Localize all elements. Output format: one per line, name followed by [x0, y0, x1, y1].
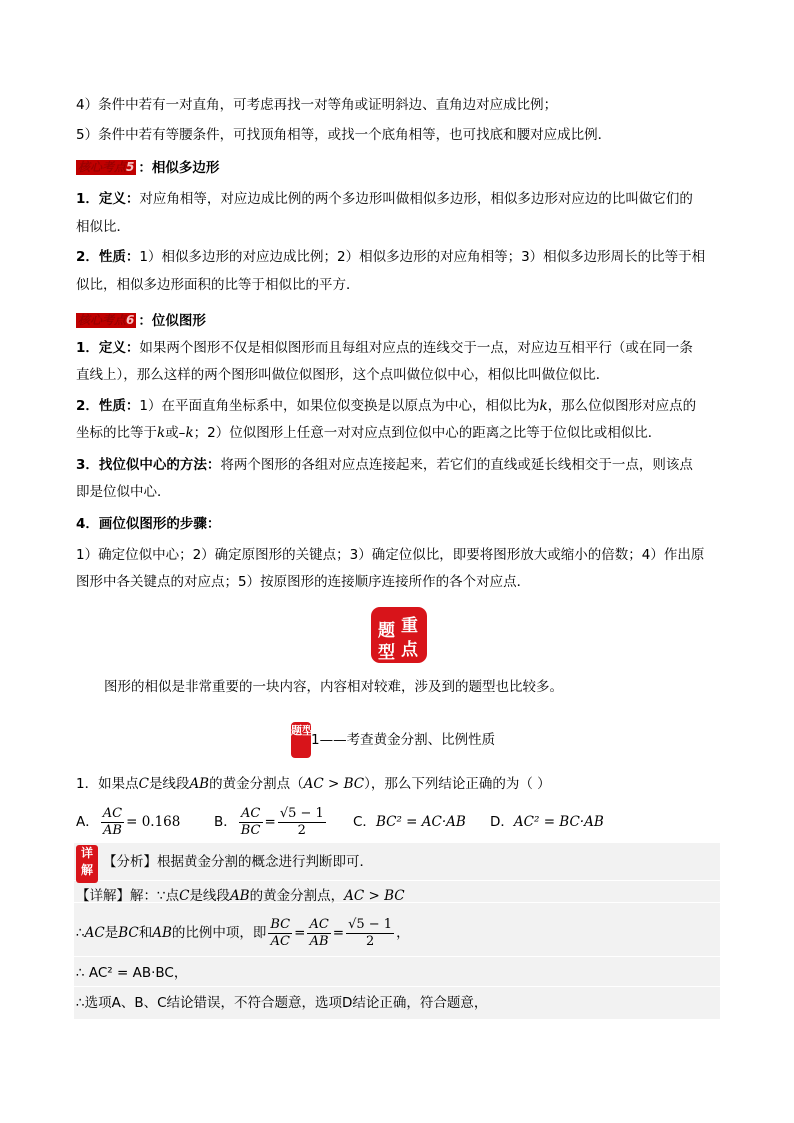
question-stem: 1．如果点C是线段AB的黄金分割点（AC > BC），那么下列结论正确的为（ ）: [76, 776, 551, 792]
type1-heading: 题型1——考查黄金分割、比例性质: [291, 722, 495, 758]
kp5-def-line2: 相似比．: [76, 219, 130, 235]
intro-text: 图形的相似是非常重要的一块内容，内容相对较难，涉及到的题型也比较多。: [104, 679, 563, 695]
detail-line4: ∴选项A、B、C结论错误，不符合题意，选项D结论正确，符合题意，: [76, 995, 488, 1011]
kp6-steps-line2: 图形中各关键点的对应点；5）按原图形的连接顺序连接所作的各个对应点．: [76, 574, 531, 590]
analysis-line: 【分析】根据黄金分割的概念进行判断即可．: [103, 854, 373, 870]
text-line-1: 4）条件中若有一对直角，可考虑再找一对等角或证明斜边、直角边对应成比例；: [76, 97, 558, 113]
key-types-seal: 重 点 题 型: [371, 607, 427, 663]
option-d: D．AC² = BC·AB: [490, 814, 604, 830]
kp6-def-line1: 1．定义：如果两个图形不仅是相似图形而且每组对应点的连线交于一点，对应边互相平行（或在同一条: [76, 340, 693, 356]
option-b: B． $\frac{AC}{BC}$ = $\frac{√5 - 1}{2}$: [214, 805, 324, 838]
kp5-prop-line2: 似比，相似多边形面积的比等于相似比的平方．: [76, 277, 360, 293]
kp6-steps-line1: 1）确定位似中心；2）确定原图形的关键点；3）确定位似比，即要将图形放大或缩小的倍数；4）作出原: [76, 547, 705, 563]
kp6-prop-line2: 坐标的比等于k或–k；2）位似图形上任意一对对应点到位似中心的距离之比等于位似比或相似比．: [76, 425, 662, 441]
kp6-prop-line1: 2．性质：1）在平面直角坐标系中，如果位似变换是以原点为中心，相似比为k，那么位似图形对应点的: [76, 398, 697, 414]
detail-line3: ∴ AC² = AB·BC，: [76, 965, 188, 981]
option-c: C．BC² = AC·AB: [353, 814, 466, 830]
type-badge: 题型: [291, 722, 311, 758]
kp6-def-line2: 直线上），那么这样的两个图形叫做位似图形，这个点叫做位似中心，相似比叫做位似比．: [76, 367, 610, 383]
kp5-prop-line1: 2．性质：1）相似多边形的对应边成比例；2）相似多边形的对应角相等；3）相似多边形周长的比等于相: [76, 249, 706, 265]
kp5-heading: 核心考点5 ：相似多边形: [78, 160, 220, 176]
kp5-def-line1: 1．定义：对应角相等，对应边成比例的两个多边形叫做相似多边形，相似多边形对应边的比叫做它们的: [76, 191, 693, 207]
detail-badge: 详解: [76, 845, 98, 883]
kp6-center-line1: 3．找位似中心的方法：将两个图形的各组对应点连接起来，若它们的直线或延长线相交于一点，则该点: [76, 457, 693, 473]
option-a: A． $\frac{AC}{AB}$ = 0.168: [76, 805, 181, 838]
kp6-heading: 核心考点6 ：位似图形: [78, 313, 206, 329]
detail-line2: ∴AC是BC和AB的比例中项，即 $\frac{BC}{AC}$ = $\frac{AC}{AB}$ = $\frac{√5 - 1}{2}$ ，: [76, 916, 410, 949]
detail-line1: 【详解】解：∵点C是线段AB的黄金分割点，AC > BC: [76, 888, 405, 904]
text-line-2: 5）条件中若有等腰条件，可找顶角相等，或找一个底角相等，也可找底和腰对应成比例．: [76, 127, 612, 143]
kp6-center-line2: 即是位似中心．: [76, 484, 171, 500]
kp6-steps-label: 4．画位似图形的步骤：: [76, 516, 221, 532]
kp6-tag: 核心考点6: [78, 313, 135, 327]
kp5-tag: 核心考点5: [78, 160, 135, 174]
